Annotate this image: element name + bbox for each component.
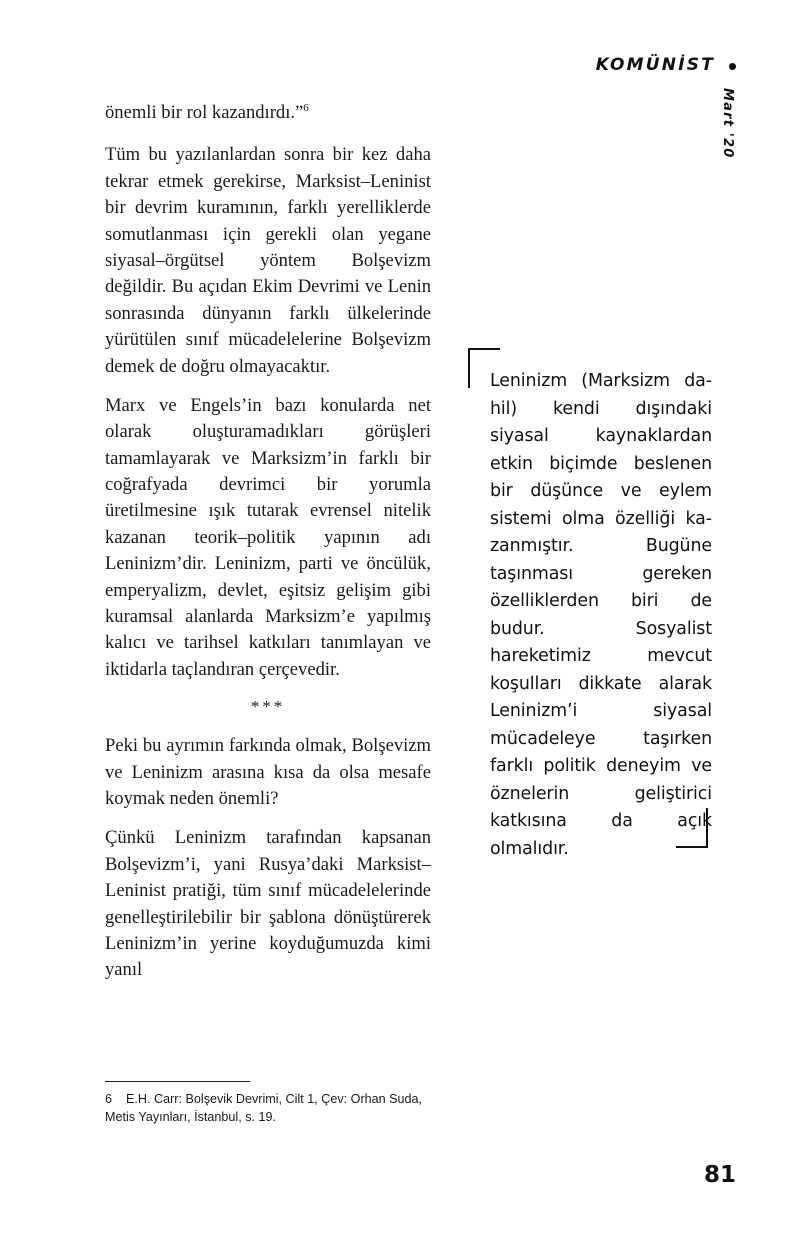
paragraph-0: [105, 100, 431, 126]
footnote-marker: 6: [303, 101, 309, 114]
pull-quote-text: Leninizm (Marksizm dahil) kendi dışındaki siyasal kaynaklardan etkin biçimde beslenen bir düşünce ve eylem sistemi olma özelliği kazanmıştır. Bugüne taşınması gereken özelliklerden biri de budur. Sosyalist hareketimiz mevcut koşulları dikkate alarak Leninizm’i siyasal mücadeleye taşırken farklı politik deneyim ve öznelerin geliştirici katkısına da açık olmalıdır.: [490, 371, 712, 859]
bullet-dot-icon: [729, 63, 736, 70]
footnote-block: [105, 1081, 435, 1127]
footnote-number: 6: [105, 1092, 113, 1106]
footnote-rule: [105, 1081, 250, 1082]
section-separator: ***: [250, 697, 286, 717]
main-text-column: [105, 100, 431, 997]
page-number: 81: [703, 1162, 736, 1188]
issue-date: Mart '20: [720, 88, 735, 159]
publication-title: KOMÜNİST: [595, 55, 715, 75]
pull-quote: [468, 348, 712, 859]
paragraph-0-text: önemli bir rol kazandırdı.”: [105, 102, 304, 123]
page-header: [596, 55, 736, 75]
footnote-body: E.H. Carr: Bolşevik Devrimi, Cilt 1, Çev: Orhan Suda, Metis Yayınları, İstanbul, s. 19.: [105, 1092, 423, 1125]
paragraph-3: Peki bu ayrımın farkında olmak, Bolşevizm ve Leninizm arasına kısa da olsa mesafe koymak neden önemli?: [105, 735, 431, 809]
paragraph-1: Tüm bu yazılanlardan sonra bir kez daha tekrar etmek gerekirse, Marksist–Leninist bir devrim kuramının, farklı yerelliklerde somutlanması için gerekli olan yegane siyasal–örgütsel yöntem Bolşevizm değildir. Bu açıdan Ekim Devrimi ve Lenin sonrasında dünyanın farklı ülkelerinde yürütülen sınıf mücadelelerine Bolşevizm demek de doğru olmayacaktır.: [105, 144, 431, 377]
paragraph-2: Marx ve Engels’in bazı konularda net olarak oluşturamadıkları görüşleri tamamlayarak ve Marksizm’in farklı bir coğrafyada devrimci bir yorumla üretilmesine ışık tutarak evrensel nitelik kazanan teorik–politik yapının adı Leninizm’dir. Leninizm, parti ve öncülük, emperyalizm, devlet, eşitsiz gelişim gibi kuramsal alanlarda Marksizm’e yapılmış kalıcı ve tarihsel katkıları tanımlayan ve iktidarla taçlandıran çerçevedir.: [105, 394, 431, 680]
paragraph-4: Çünkü Leninizm tarafından kapsanan Bolşevizm’i, yani Rusya’daki Marksist–Leninist pratiği, tüm sınıf mücadelelerinde genelleştirilebilir bir şablona dönüştürerek Leninizm’in yerine koyduğumuzda kimi yanıl: [105, 827, 431, 981]
footnote-content: [105, 1090, 435, 1127]
